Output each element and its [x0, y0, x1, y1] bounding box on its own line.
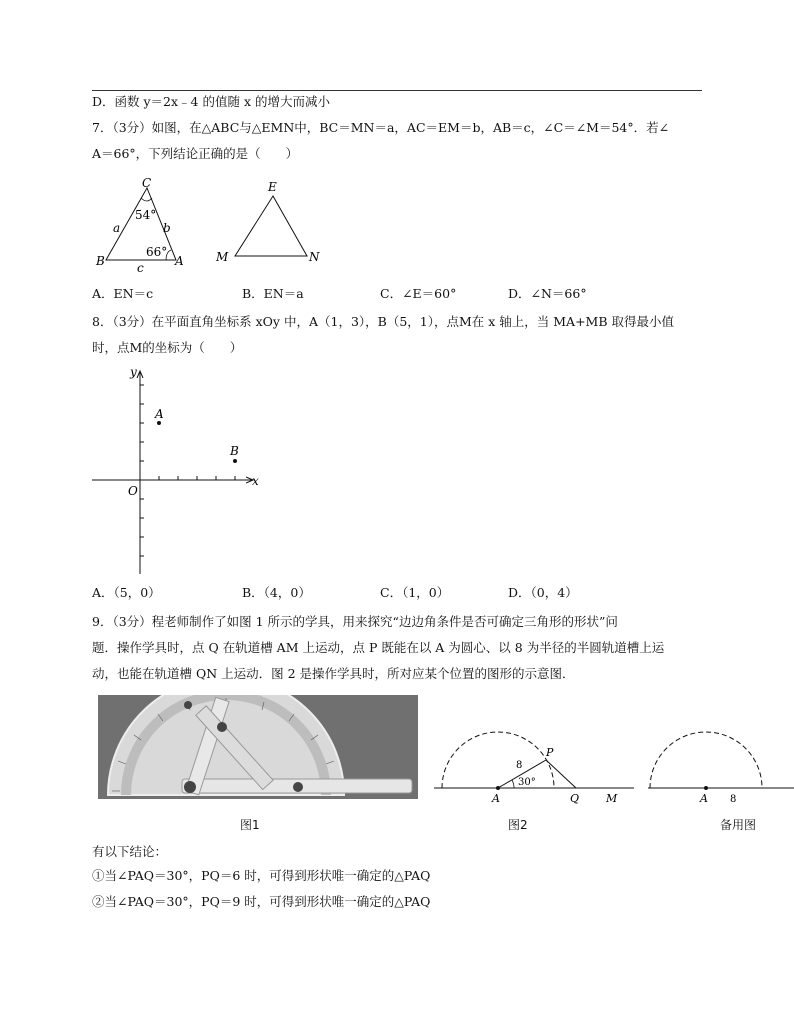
vertex-a-label: A — [175, 254, 184, 268]
label-a: A — [492, 792, 500, 805]
vertex-b-label: B — [96, 254, 105, 268]
point-a-label: A — [155, 407, 164, 421]
caption-figure-1: 图1 — [240, 818, 260, 832]
vertex-m-label: M — [216, 250, 229, 264]
q7-option-c: C．∠E＝60° — [380, 286, 457, 301]
point-b — [233, 459, 237, 463]
triangle-emn — [215, 180, 320, 264]
side-c-label: c — [137, 261, 144, 274]
vertex-e-label: E — [268, 180, 277, 194]
point-b-label: B — [230, 444, 239, 458]
vertex-n-label: N — [309, 250, 320, 264]
side-b-label: b — [163, 221, 171, 235]
y-ticks — [140, 385, 144, 556]
q7-option-b: B．EN＝a — [242, 286, 304, 301]
caption-spare-figure: 备用图 — [720, 818, 757, 832]
segment-pq — [546, 760, 576, 788]
conclusions-title: 有以下结论： — [92, 844, 168, 859]
x-axis-label: x — [252, 474, 259, 488]
triangle-abc — [95, 176, 184, 274]
angle-a-label: 66° — [146, 245, 168, 259]
conclusion-2: ②当∠PAQ＝30°，PQ＝9 时，可得到形状唯一确定的△PAQ — [92, 894, 431, 909]
y-axis-label: y — [130, 365, 137, 379]
label-p: P — [546, 746, 554, 759]
q7-figure — [90, 174, 330, 274]
point-a — [157, 421, 161, 425]
vertex-c-label: C — [142, 176, 152, 190]
q9-stem-line1: 9．（3分）程老师制作了如图 1 所示的学具，用来探究“边边角条件是否可确定三角形的形状”问 — [92, 614, 618, 629]
label-angle: 30° — [518, 777, 536, 788]
q8-stem-line1: 8．（3分）在平面直角坐标系 xOy 中，A（1，3），B（5，1），点M在 x 轴上，当 MA+MB 取得最小值 — [92, 314, 675, 329]
label-q: Q — [570, 792, 580, 805]
angle-c-label: 54° — [135, 208, 157, 222]
x-ticks — [159, 476, 235, 480]
conclusion-1: ①当∠PAQ＝30°，PQ＝6 时，可得到形状唯一确定的△PAQ — [92, 868, 431, 883]
q7-option-d: D．∠N＝66° — [508, 286, 587, 301]
label-m: M — [606, 792, 618, 805]
q8-stem-line2: 时，点M的坐标为（ ） — [92, 340, 243, 355]
label-radius: 8 — [516, 760, 523, 771]
q7-stem-line1: 7．（3分）如图，在△ABC与△EMN中，BC＝MN＝a，AC＝EM＝b，AB＝c，∠C＝∠M＝54°．若∠ — [92, 120, 670, 135]
caption-figure-2: 图2 — [508, 818, 528, 832]
q8-option-b: B．（4，0） — [242, 585, 311, 600]
point-a — [704, 786, 708, 790]
q8-option-d: D．（0，4） — [508, 585, 578, 600]
q9-stem-line3: 动，也能在轨道槽 QN 上运动．图 2 是操作学具时，所对应某个位置的图形的示意图． — [92, 666, 575, 681]
semicircle-track — [442, 732, 554, 788]
point-a — [496, 786, 500, 790]
q7-stem-line2: A＝66°，下列结论正确的是（ ） — [92, 146, 299, 161]
header-rule — [92, 90, 702, 91]
option-d-text: D．函数 y＝2x﹣4 的值随 x 的增大而减小 — [92, 94, 330, 109]
q9-stem-line2: 题．操作学具时，点 Q 在轨道槽 AM 上运动，点 P 既能在以 A 为圆心、以 8 为半径的半圆轨道槽上运 — [92, 640, 665, 655]
spare-figure — [646, 722, 794, 810]
q7-option-a: A．EN＝c — [92, 286, 154, 301]
label-radius: 8 — [730, 794, 737, 805]
q8-option-c: C．（1，0） — [380, 585, 450, 600]
label-a: A — [700, 792, 708, 805]
q8-option-a: A．（5，0） — [92, 585, 161, 600]
origin-label: O — [128, 484, 138, 498]
figure-1-photo — [98, 695, 418, 799]
side-a-label: a — [113, 221, 121, 235]
q8-coordinate-plane — [88, 362, 278, 582]
semicircle-track — [650, 732, 762, 788]
figure-2 — [434, 722, 634, 810]
